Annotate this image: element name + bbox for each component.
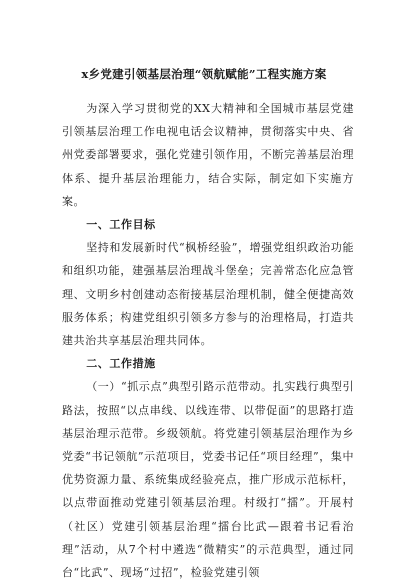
document-title: x乡党建引领基层治理“领航赋能”工程实施方案 <box>81 67 327 81</box>
document-body <box>62 97 354 584</box>
goals-paragraph: 坚持和发展新时代“枫桥经验”，增强党组织政治功能和组织功能，建强基层治理战斗堡垒；完善常态化应急管理、文明乡村创建动态衔接基层治理机制，健全便捷高效服务体系；构建党组织引领多方参与的治理格局，打造共建共治共享基层治理共同体。 <box>62 241 354 348</box>
section-heading-measures: 二、工作措施 <box>86 357 156 371</box>
intro-paragraph: 为深入学习贯彻党的XX大精神和全国城市基层党建引领基层治理工作电视电话会议精神，贯彻落实中央、省州党委部署要求，强化党建引领作用，不断完善基层治理体系、提升基层治理能力，结合实际，制定如下实施方案。 <box>62 102 354 208</box>
section-heading-goals: 一、工作目标 <box>86 218 156 232</box>
measures-paragraph: （一）“抓示点”典型引路示范带动。扎实践行典型引路法，按照“以点串线、以线连带、以带促面”的思路打造基层治理示范带。乡级领航。将党建引领基层治理作为乡党委“书记领航”示范项目，党委书记任“项目经理”，集中优势资源力量、系统集成经验亮点，推广形成示范标杆，以点带面推动党建引领基层治理。村级打“擂”。开展村（社区）党建引领基层治理“擂台比武—跟着书记看治理”活动，从7个村中遴选“微精实”的示范典型，通过同台“比武”、现场“过招”，检验党建引领 <box>62 380 354 580</box>
